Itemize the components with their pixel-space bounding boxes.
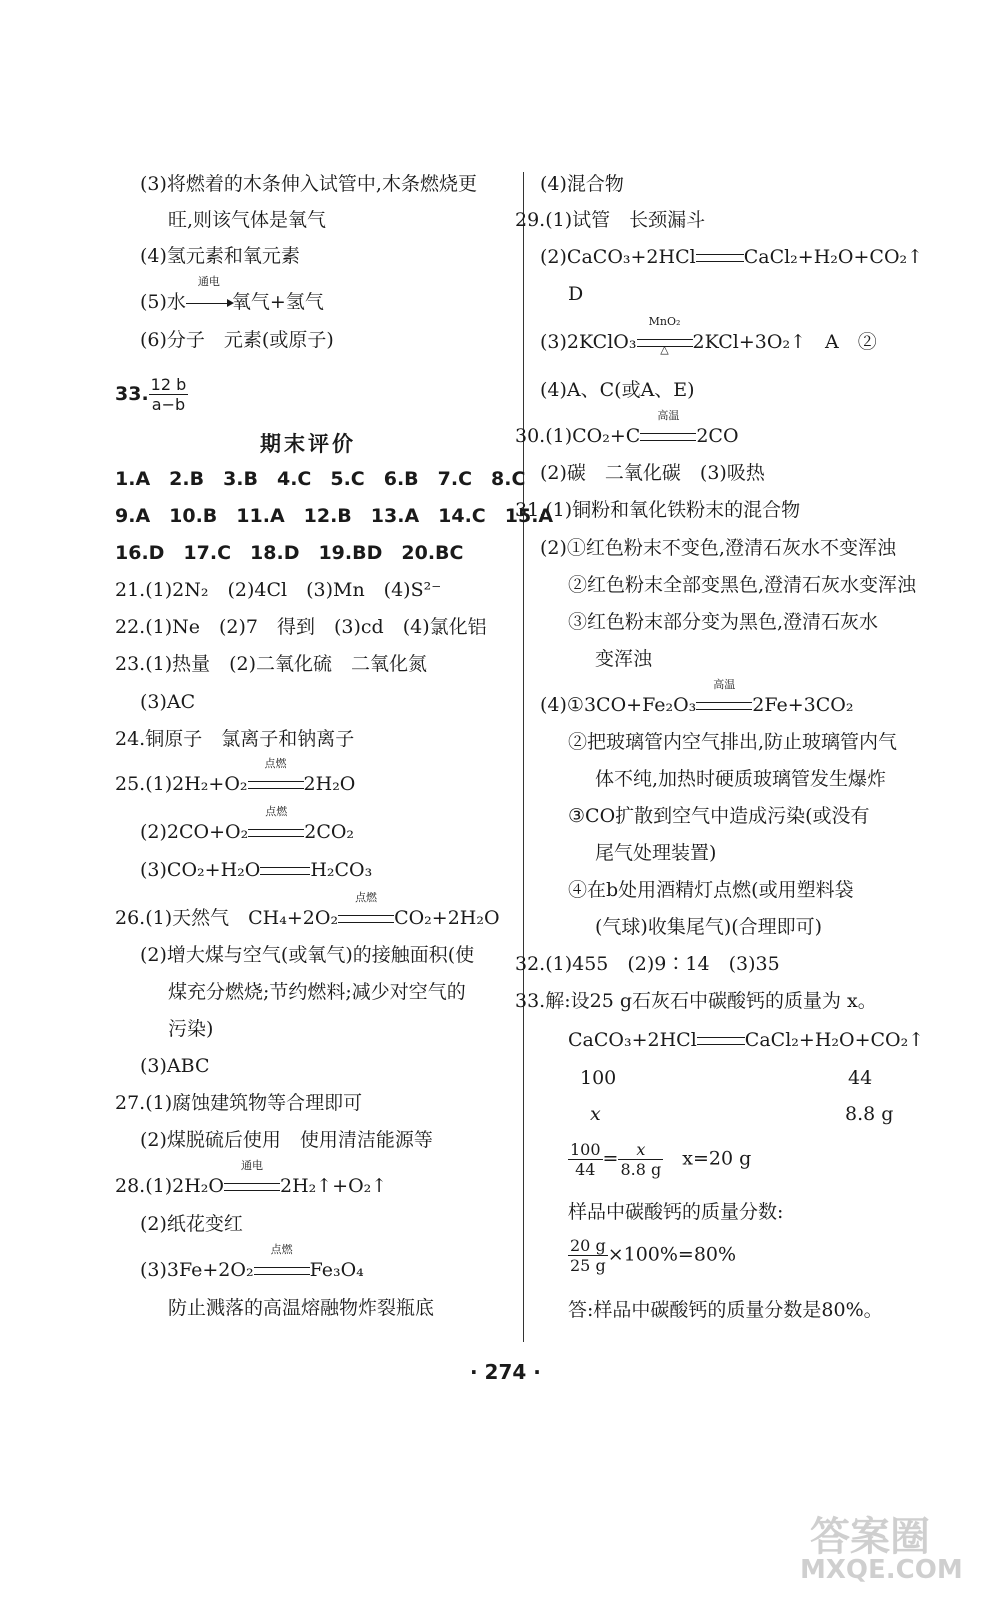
equals-icon (640, 433, 696, 441)
question-number: 33. (115, 383, 149, 405)
answer-line: 煤充分燃烧;节约燃料;减少对空气的 (168, 981, 466, 1003)
answer-line: 31.(1)铜粉和氧化铁粉末的混合物 (515, 499, 801, 521)
molar-mass: 100 (580, 1067, 617, 1089)
answer-line: 尾气处理装置) (595, 842, 717, 864)
equation-line (540, 678, 854, 717)
answer-line: ②把玻璃管内空气排出,防止玻璃管内气 (568, 731, 898, 753)
equation-line (568, 1028, 924, 1052)
equation-line (140, 858, 372, 882)
mc-answers: 9.A 10.B 11.A 12.B 13.A 14.C 15.A (115, 505, 554, 527)
equals-icon (338, 915, 394, 923)
eq-right: 2H₂↑+O₂↑ (279, 1175, 388, 1197)
equals-icon (248, 781, 304, 789)
reaction-condition: 通电 (197, 275, 220, 288)
answer-line: (3)ABC (140, 1055, 210, 1077)
answer-line: ④在b处用酒精灯点燃(或用塑料袋 (568, 879, 854, 901)
answer-line: 体不纯,加热时硬质玻璃管发生爆炸 (595, 768, 887, 790)
answer-line: (2)碳 二氧化碳 (3)吸热 (540, 462, 765, 484)
eq-left: (3)CO₂+H₂O (140, 859, 261, 881)
text-line: 旺,则该气体是氧气 (168, 209, 327, 231)
fraction (568, 1140, 603, 1179)
fraction-denominator: 8.8 g (620, 1160, 662, 1179)
conclusion: 答:样品中碳酸钙的质量分数是80%。 (568, 1299, 883, 1321)
reaction-condition: 点燃 (264, 757, 287, 770)
eq-left: (2)CaCO₃+2HCl (540, 246, 696, 268)
answer-line: (4)混合物 (540, 173, 624, 195)
answer-line: D (568, 283, 584, 305)
reaction-sign (248, 805, 304, 844)
eq-right: 2KCl+3O₂↑ A ② (692, 331, 877, 353)
site-watermark (800, 1505, 980, 1590)
fraction-numerator: 100 (570, 1140, 601, 1159)
reaction-sign (696, 678, 752, 717)
equation-line (540, 245, 923, 269)
answer-line: 样品中碳酸钙的质量分数: (568, 1201, 784, 1223)
text-line: (6)分子 元素(或原子) (140, 329, 334, 351)
fraction-denominator: 44 (575, 1160, 596, 1179)
reaction-condition: 高温 (713, 678, 736, 691)
equals-icon (696, 254, 744, 262)
answer-line: (2)煤脱硫后使用 使用清洁能源等 (140, 1129, 433, 1151)
equals-icon (697, 1037, 745, 1045)
reaction-catalyst: MnO₂ (648, 315, 681, 328)
answer-line: 23.(1)热量 (2)二氧化硫 二氧化氮 (115, 653, 428, 675)
reaction-sign (640, 409, 696, 448)
equation-line (140, 1243, 364, 1282)
reaction-condition: 点燃 (270, 1243, 293, 1256)
reaction-sign (254, 1243, 310, 1282)
fraction-numerator: 20 g (570, 1236, 606, 1255)
eq-left: (3)3Fe+2O₂ (140, 1259, 254, 1281)
eq-left: CaCO₃+2HCl (568, 1029, 697, 1051)
answer-line: 24.铜原子 氯离子和钠离子 (115, 728, 355, 750)
answer-line: (2)纸花变红 (140, 1213, 243, 1235)
reaction-condition: 点燃 (355, 891, 378, 904)
eq-right: CO₂+2H₂O (394, 907, 500, 929)
eq-right: H₂CO₃ (310, 859, 373, 881)
eq-right: 2H₂O (303, 773, 356, 795)
answer-line: 27.(1)腐蚀建筑物等合理即可 (115, 1092, 363, 1114)
eq-left: 30.(1)CO₂+C (515, 425, 641, 447)
equation-line (115, 891, 500, 930)
answer-line: 21.(1)2N₂ (2)4Cl (3)Mn (4)S²⁻ (115, 579, 442, 601)
given-mass: 8.8 g (845, 1103, 894, 1125)
solution: x=20 g (682, 1147, 752, 1170)
molar-mass: 44 (848, 1067, 873, 1089)
equation-line (115, 1159, 388, 1198)
answer-line: 32.(1)455 (2)9∶14 (3)35 (515, 953, 780, 975)
text-line: (4)氢元素和氧元素 (140, 245, 300, 267)
answer-line: 防止溅落的高温熔融物炸裂瓶底 (168, 1297, 435, 1319)
equals-icon (696, 702, 752, 710)
equation-line (115, 757, 356, 796)
answer-line: (2)增大煤与空气(或氧气)的接触面积(使 (140, 944, 475, 966)
reaction-sign (248, 757, 304, 796)
text-line: (3)将燃着的木条伸入试管中,木条燃烧更 (140, 173, 477, 195)
fraction-numerator: 12 b (150, 375, 187, 394)
mc-answers: 1.A 2.B 3.B 4.C 5.C 6.B 7.C 8.C (115, 468, 526, 490)
equation-line (540, 315, 877, 356)
watermark-url: MXQE.COM (800, 1555, 963, 1585)
reaction-condition: 高温 (657, 409, 680, 422)
fraction-numerator: x (618, 1140, 663, 1160)
answer-line: ②红色粉末全部变黑色,澄清石灰水变浑浊 (568, 574, 917, 596)
equation-line (140, 805, 355, 844)
eq-right: Fe₃O₄ (309, 1259, 364, 1281)
fraction (568, 1236, 608, 1275)
reaction-sign (338, 891, 394, 930)
arrow-icon (186, 303, 232, 304)
percentage-line (568, 1236, 736, 1284)
answer-line: ③红色粉末部分变为黑色,澄清石灰水 (568, 611, 879, 633)
fraction (618, 1140, 663, 1179)
eq-right: 氧气+氢气 (231, 291, 324, 313)
reaction-sign (637, 315, 693, 356)
answer-line: 29.(1)试管 长颈漏斗 (515, 209, 706, 231)
answer-line: 污染) (168, 1018, 214, 1040)
eq-left: 26.(1)天然气 CH₄+2O₂ (115, 907, 339, 929)
answer-line: 22.(1)Ne (2)7 得到 (3)cd (4)氯化铝 (115, 616, 487, 638)
eq-left: (5)水 (140, 291, 186, 313)
eq-right: CaCl₂+H₂O+CO₂↑ (744, 1029, 925, 1051)
eq-left: 25.(1)2H₂+O₂ (115, 773, 248, 795)
question-33-answer (115, 375, 188, 414)
equals-icon (248, 829, 304, 837)
mc-answers: 16.D 17.C 18.D 19.BD 20.BC (115, 542, 464, 564)
reaction-arrow (186, 275, 232, 314)
proportion-line (568, 1140, 751, 1188)
reaction-condition: 通电 (240, 1159, 263, 1172)
eq-right: 2Fe+3CO₂ (752, 694, 854, 716)
eq-left: (3)2KClO₃ (540, 331, 637, 353)
eq-left: (2)2CO+O₂ (140, 821, 249, 843)
section-title: 期末评价 (260, 432, 356, 456)
eq-left: 28.(1)2H₂O (115, 1175, 224, 1197)
answer-line: (2)①红色粉末不变色,澄清石灰水不变浑浊 (540, 537, 896, 559)
equals-sign: = (602, 1147, 619, 1170)
column-divider (523, 172, 524, 1342)
answer-line: (4)A、C(或A、E) (540, 379, 695, 401)
page-number: · 274 · (470, 1360, 541, 1384)
answer-line: (气球)收集尾气)(合理即可) (595, 916, 823, 938)
fraction (149, 375, 189, 414)
equation-line (140, 275, 324, 314)
reaction-sign (224, 1159, 280, 1198)
heat-icon: △ (660, 343, 669, 356)
fraction-denominator: a−b (151, 395, 186, 414)
unknown-var: x (590, 1103, 601, 1125)
equals-icon (254, 1267, 310, 1275)
equals-icon (224, 1183, 280, 1191)
eq-right: CaCl₂+H₂O+CO₂↑ (743, 246, 924, 268)
eq-right: 2CO₂ (304, 821, 355, 843)
reaction-condition: 点燃 (265, 805, 288, 818)
equals-icon (260, 867, 310, 875)
percentage-result: ×100%=80% (607, 1243, 737, 1266)
answer-line: ③CO扩散到空气中造成污染(或没有 (568, 805, 870, 827)
fraction-denominator: 25 g (570, 1256, 606, 1275)
answer-line: 变浑浊 (595, 648, 653, 670)
eq-right: 2CO (696, 425, 739, 447)
watermark-logo: 答案圈 (810, 1514, 930, 1560)
equation-line (515, 409, 739, 448)
answer-line: (3)AC (140, 691, 196, 713)
answer-line: 33.解:设25 g石灰石中碳酸钙的质量为 x。 (515, 990, 877, 1012)
eq-left: (4)①3CO+Fe₂O₃ (540, 694, 697, 716)
